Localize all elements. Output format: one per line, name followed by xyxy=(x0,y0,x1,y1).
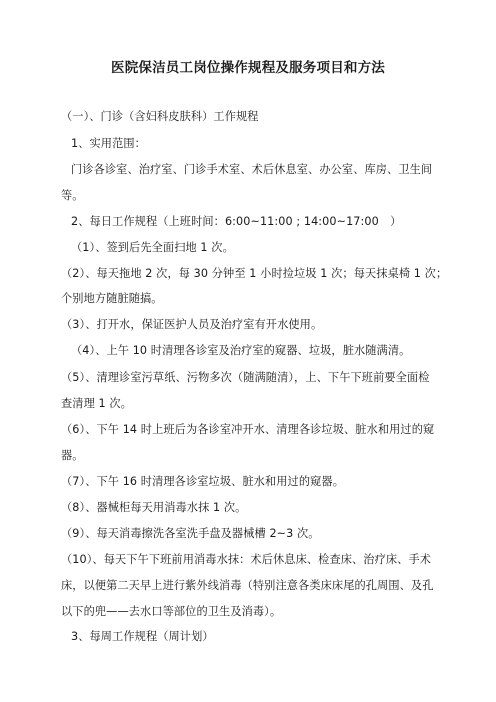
paragraph-line: （7）、下午 16 时清理各诊室垃圾、脏水和用过的窥器。 xyxy=(61,475,344,488)
paragraph-line: （1）、签到后先全面扫地 1 次。 xyxy=(71,241,234,254)
paragraph-line: 等。 xyxy=(61,189,84,202)
paragraph-line: 2、每日工作规程（上班时间：6:00~11:00 ; 14:00~17:00 ） xyxy=(71,215,402,228)
paragraph-line: （5）、清理诊室污草纸、污物多次（随满随清），上、下午下班前要全面检 xyxy=(61,371,430,384)
paragraph-line: 1、实用范围： xyxy=(71,137,146,150)
paragraph-line: 器。 xyxy=(61,449,84,462)
paragraph-line: （4）、上午 10 时清理各诊室及治疗室的窥器、垃圾，脏水随满清。 xyxy=(71,344,411,357)
paragraph-line: 以下的兜——去水口等部位的卫生及消毒）。 xyxy=(61,605,282,618)
section-heading: 3、每周工作规程（周计划） xyxy=(71,630,214,643)
paragraph-line: 查清理 1 次。 xyxy=(61,397,132,410)
paragraph-line: 床，以便第二天早上进行紫外线消毒（特别注意各类床床尾的孔周围、及孔 xyxy=(61,579,434,592)
paragraph-line: （10）、每天下午下班前用消毒水抹：术后休息床、检查床、治疗床、手术 xyxy=(61,553,432,566)
paragraph-line: （9）、每天消毒擦洗各室洗手盘及器械槽 2~3 次。 xyxy=(61,527,320,540)
paragraph-line: 门诊各诊室、治疗室、门诊手术室、术后休息室、办公室、库房、卫生间 xyxy=(71,163,433,176)
paragraph-line: （2）、每天拖地 2 次，每 30 分钟至 1 小时捡垃圾 1 次；每天抹桌椅 1 次； xyxy=(61,267,448,280)
section-heading: （一）、门诊（含妇科皮肤科）工作规程 xyxy=(61,110,259,123)
paragraph-line: （3）、打开水，保证医护人员及治疗室有开水使用。 xyxy=(61,318,323,331)
document-title: 医院保洁员工岗位操作规程及服务项目和方法 xyxy=(111,60,385,76)
paragraph-line: （6）、下午 14 时上班后为各诊室冲开水、清理各诊垃圾、脏水和用过的窥 xyxy=(61,423,435,436)
paragraph-line: 个别地方随脏随搞。 xyxy=(61,292,163,305)
paragraph-line: （8）、器械柜每天用消毒水抹 1 次。 xyxy=(61,501,247,514)
